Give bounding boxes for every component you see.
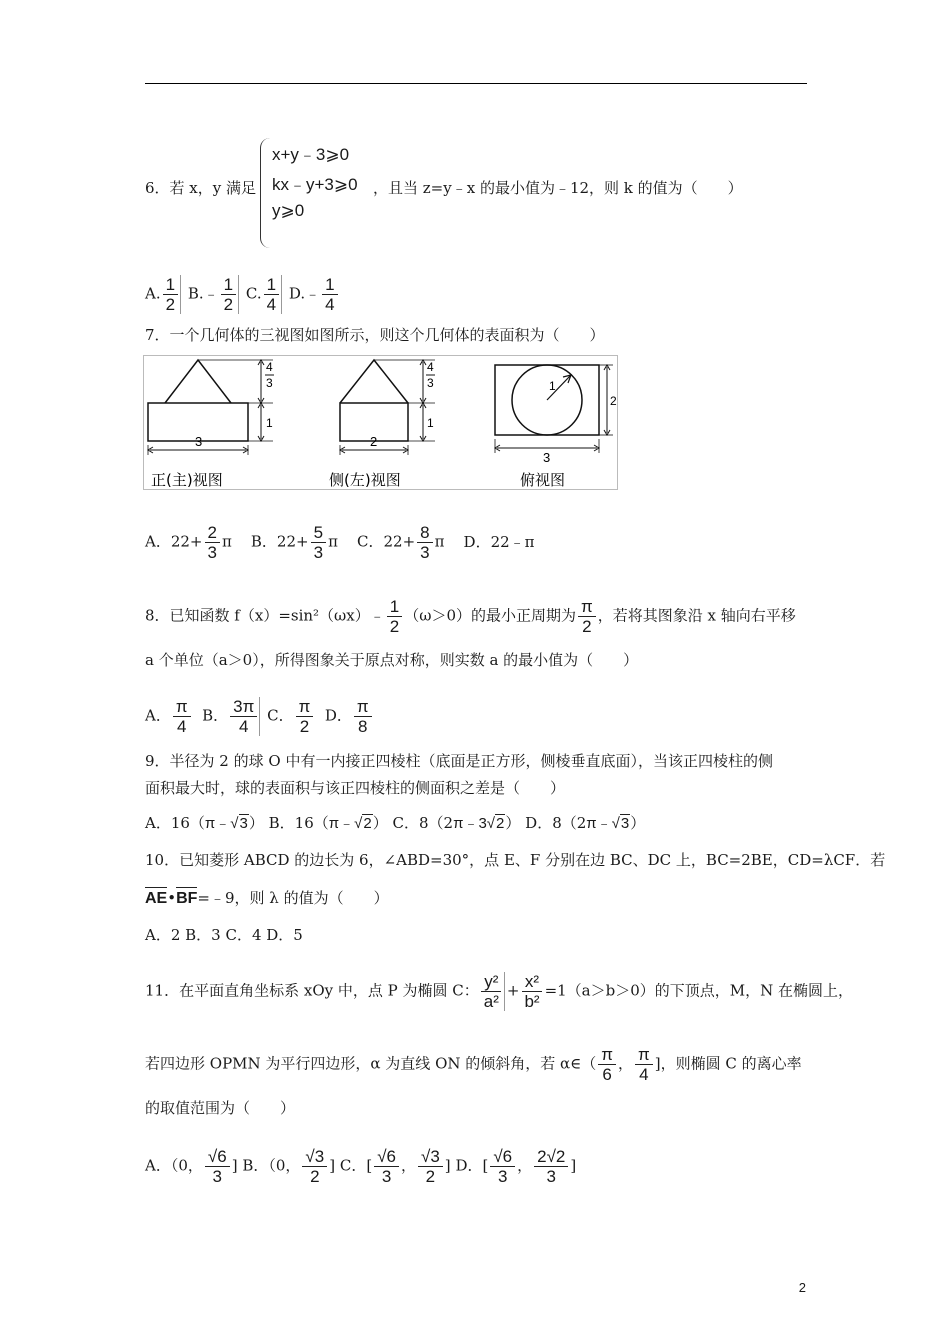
q6-options — [145, 275, 340, 314]
side-view-drawing — [340, 360, 435, 455]
side-tri-den: 3 — [427, 376, 434, 390]
q11-option-d[interactable]: D．[ $\frac{√6}{3}$ ， $\frac{2√2}{3}$ ] — [455, 1147, 577, 1186]
q6-ineq-3: y⩾0 — [272, 201, 305, 220]
q11-line2: 若四边形 OPMN 为平行四边形，α 为直线 ON 的倾斜角，若 α∈（ $\frac{\pi}{6}$ ， $\frac{\pi}{4}$ ]，则椭圆 C 的离心率 — [145, 1045, 802, 1084]
front-tri-den: 3 — [266, 376, 273, 390]
front-width-label: 3 — [195, 434, 203, 449]
q7-three-view-figure — [143, 355, 618, 490]
q10-line2: AE•BF=﹣9，则 λ 的值为（ ） — [145, 889, 389, 907]
q8-line1: 8．已知函数 f（x）=sin²（ωx）﹣ $\frac{1}{2}$ （ω＞0）的最小正周期为 $\frac{\pi}{2}$ ，若将其图象沿 x 轴向右平移 — [145, 597, 796, 636]
q7-option-d[interactable]: D．22﹣π — [463, 532, 535, 551]
front-rect-height: 1 — [266, 416, 273, 430]
top-view-caption: 俯视图 — [520, 471, 566, 489]
q11-line1: 11．在平面直角坐标系 xOy 中，点 P 为椭圆 C： $\frac{\text{y²}}{\text{a²}}$ + $\frac{\text{x²}}{\text{b²}}$ =1（a＞b＞0）的下顶点，M，N 在椭圆上， — [145, 972, 854, 1011]
q6-prefix: 6．若 x，y 满足 — [145, 179, 257, 197]
q9-option-a[interactable]: A．16（π﹣√3） — [145, 814, 264, 832]
q11-options — [145, 1147, 576, 1186]
q11-line3: 的取值范围为（ ） — [145, 1099, 296, 1117]
front-view-drawing — [148, 360, 273, 455]
top-height-label: 2 — [610, 394, 617, 408]
q8-line2: a 个单位（a＞0），所得图象关于原点对称，则实数 a 的最小值为（ ） — [145, 651, 639, 669]
q7-option-c[interactable]: C．22+ $\frac{8}{3}$ π — [357, 523, 445, 562]
q9-option-c[interactable]: C．8（2π﹣3√2） — [392, 814, 521, 832]
q6-ineq-2: kx﹣y+3⩾0 — [272, 175, 358, 194]
q7-option-b[interactable]: B．22+ $\frac{5}{3}$ π — [250, 523, 338, 562]
q6-option-c[interactable]: C. $\frac{1}{4}$ — [246, 275, 284, 314]
q9-line1: 9．半径为 2 的球 O 中有一内接正四棱柱（底面是正方形，侧棱垂直底面），当该正四棱柱的侧 — [145, 752, 773, 770]
q7-option-a[interactable]: A．22+ $\frac{2}{3}$ π — [145, 523, 232, 562]
q11-option-c[interactable]: C．[ $\frac{√6}{3}$ ， $\frac{√3}{2}$ ] — [339, 1147, 451, 1186]
front-tri-num: 4 — [266, 360, 273, 374]
page-number: 2 — [798, 1280, 806, 1295]
side-rect-height: 1 — [427, 416, 434, 430]
q6-option-d[interactable]: D.﹣ $\frac{1}{4}$ — [289, 275, 340, 314]
q8-option-d[interactable]: D． $\frac{\pi}{8}$ — [325, 697, 374, 736]
top-radius-label: 1 — [549, 379, 556, 393]
q10-line1: 10．已知菱形 ABCD 的边长为 6，∠ABD=30°，点 E、F 分别在边 BC、DC 上，BC=2BE，CD=λCF．若 — [145, 851, 886, 869]
q6-option-b[interactable]: B.﹣ $\frac{1}{2}$ — [188, 275, 241, 314]
q8-options — [145, 697, 374, 736]
q6-suffix: ，且当 z=y﹣x 的最小值为﹣12，则 k 的值为（ ） — [373, 179, 743, 197]
q6-ineq-1: x+y﹣3⩾0 — [272, 145, 350, 164]
q10-options[interactable]: A．2 B．3 C．4 D．5 — [145, 926, 303, 944]
q8-option-c[interactable]: C． $\frac{\pi}{2}$ — [267, 697, 315, 736]
side-tri-num: 4 — [427, 360, 434, 374]
q11-option-a[interactable]: A．（0， $\frac{√6}{3}$ ] — [145, 1147, 238, 1186]
header-rule — [145, 83, 807, 84]
q6-option-a[interactable]: A. $\frac{1}{2}$ — [145, 275, 183, 314]
top-width-label: 3 — [543, 450, 551, 465]
q7-options — [145, 523, 535, 562]
vector-ae: AE — [145, 890, 168, 907]
q8-option-a[interactable]: A． $\frac{\pi}{4}$ — [145, 697, 193, 736]
q9-options — [145, 813, 645, 834]
q11-option-b[interactable]: B．（0， $\frac{√3}{2}$ ] — [242, 1147, 336, 1186]
q9-option-b[interactable]: B．16（π﹣√2） — [268, 814, 388, 832]
side-width-label: 2 — [370, 434, 378, 449]
vector-bf: BF — [176, 890, 198, 907]
q8-option-b[interactable]: B． $\frac{3\pi}{4}$ — [202, 697, 262, 736]
q9-option-d[interactable]: D．8（2π﹣√3） — [525, 814, 646, 832]
q7-stem: 7．一个几何体的三视图如图所示，则这个几何体的表面积为（ ） — [145, 326, 605, 344]
side-view-caption: 侧(左)视图 — [329, 471, 401, 489]
q9-line2: 面积最大时，球的表面积与该正四棱柱的侧面积之差是（ ） — [145, 779, 566, 797]
front-view-caption: 正(主)视图 — [151, 471, 223, 489]
